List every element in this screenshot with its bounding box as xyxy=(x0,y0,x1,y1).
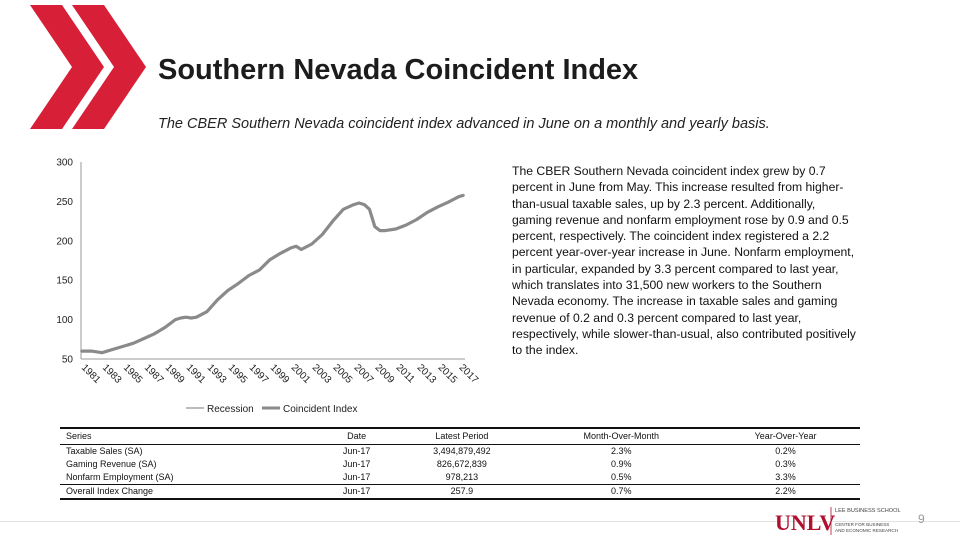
x-tick-label: 1983 xyxy=(99,362,124,386)
x-tick-label: 1987 xyxy=(141,362,166,386)
x-axis-labels xyxy=(79,362,481,386)
table-cell: 0.2% xyxy=(775,446,796,456)
table-cell: Jun-17 xyxy=(321,485,392,500)
x-tick-label: 1981 xyxy=(78,362,103,386)
unlv-logo-caption-1: LEE BUSINESS SCHOOL xyxy=(835,508,901,514)
table-row xyxy=(60,471,860,485)
table-cell: 826,672,839 xyxy=(436,459,487,469)
x-tick-label: 1991 xyxy=(183,362,208,386)
header-date: Date xyxy=(321,428,392,445)
data-point xyxy=(217,299,219,301)
x-tick-label: 2017 xyxy=(456,362,481,386)
table-cell: 257.9 xyxy=(392,485,531,500)
x-tick-label: 2005 xyxy=(330,362,355,386)
table-cell: 978,213 xyxy=(445,472,479,482)
data-point xyxy=(405,224,407,226)
legend-index-label: Coincident Index xyxy=(283,404,358,415)
data-point xyxy=(332,220,334,222)
data-point xyxy=(458,196,460,198)
x-tick-label: 1989 xyxy=(162,362,187,386)
x-tick-label: 1995 xyxy=(225,362,250,386)
data-point xyxy=(279,253,281,255)
data-table xyxy=(60,427,860,500)
x-tick-label: 2015 xyxy=(435,362,460,386)
x-tick-label: 1997 xyxy=(246,362,271,386)
y-tick-label: 250 xyxy=(56,196,73,208)
data-point xyxy=(164,327,166,329)
y-tick-label: 100 xyxy=(56,315,73,327)
data-point xyxy=(426,212,428,214)
data-point xyxy=(358,202,360,204)
data-point xyxy=(206,311,208,313)
x-tick-label: 2007 xyxy=(351,362,376,386)
table-cell: Jun-17 xyxy=(342,446,371,456)
header-month-over-month: Month-Over-Month xyxy=(531,428,711,445)
table-cell: Gaming Revenue (SA) xyxy=(66,459,157,469)
data-point xyxy=(185,316,187,318)
data-point xyxy=(259,269,261,271)
x-tick-label: 2003 xyxy=(309,362,334,386)
table-row-total xyxy=(60,485,860,500)
table-cell: Jun-17 xyxy=(342,459,371,469)
legend-recession-label: Recession xyxy=(207,404,254,415)
slide-subtitle: The CBER Southern Nevada coincident index advanced in June on a monthly and yearly basis. xyxy=(158,116,770,132)
data-point xyxy=(311,243,313,245)
data-point xyxy=(300,249,302,251)
series-layer xyxy=(80,194,465,353)
data-point xyxy=(342,208,344,210)
data-point xyxy=(363,204,365,206)
data-point xyxy=(101,352,103,354)
table-cell: 3,494,879,492 xyxy=(433,446,491,456)
data-point xyxy=(227,290,229,292)
y-tick-label: 50 xyxy=(61,354,73,366)
data-point xyxy=(122,346,124,348)
header-year-over-year: Year-Over-Year xyxy=(711,428,860,445)
data-point xyxy=(196,316,198,318)
table-cell: Taxable Sales (SA) xyxy=(66,446,143,456)
table-cell: 0.9% xyxy=(611,459,632,469)
x-tick-label: 1993 xyxy=(204,362,229,386)
data-point xyxy=(248,275,250,277)
table-cell: 3.3% xyxy=(775,472,796,482)
data-point xyxy=(290,247,292,249)
table-header-row xyxy=(60,428,860,445)
data-point xyxy=(416,219,418,221)
y-tick-label: 200 xyxy=(56,236,73,248)
unlv-logo-caption-2: CENTER FOR BUSINESS xyxy=(835,522,890,527)
data-point xyxy=(180,317,182,319)
data-point xyxy=(143,338,145,340)
header-latest-period: Latest Period xyxy=(392,428,531,445)
x-tick-label: 2009 xyxy=(372,362,397,386)
data-point xyxy=(175,319,177,321)
data-point xyxy=(374,226,376,228)
data-point xyxy=(91,350,93,352)
coincident-index-series-line xyxy=(81,195,464,353)
table-cell: Jun-17 xyxy=(342,472,371,482)
x-tick-label: 2011 xyxy=(393,362,417,386)
x-tick-label: 2013 xyxy=(414,362,439,386)
data-point xyxy=(269,259,271,261)
chevron-logo-icon xyxy=(0,0,160,135)
y-tick-label: 300 xyxy=(56,157,73,169)
page-number: 9 xyxy=(918,512,925,526)
coincident-index-chart xyxy=(40,150,510,420)
x-tick-label: 1985 xyxy=(120,362,145,386)
data-point xyxy=(321,234,323,236)
x-tick-label: 1999 xyxy=(267,362,292,386)
data-point xyxy=(463,194,465,196)
description-text: The CBER Southern Nevada coincident index grew by 0.7 percent in June from May. This increase resulted from higher-than-usual taxable sales, up by 2.3 percent. Additionally, gaming revenue and nonfarm employment rose by 0.9 and 0.5 percent, respectively. The coincident index registered a 2.2 percent year-over-year increase in June. Nonfarm employment, in particular, expanded by 3.3 percent compared to last year, which translates into 31,500 new workers to the Southern Nevada economy. The increase in taxable sales and gaming revenue of 0.2 and 0.3 percent compared to last year, respectively, while slower-than-usual, also contributed positively to the index. xyxy=(512,164,856,358)
table-cell: Nonfarm Employment (SA) xyxy=(66,472,174,482)
data-point xyxy=(437,206,439,208)
table-cell: 0.7% xyxy=(531,485,711,500)
table-cell: Overall Index Change xyxy=(60,485,321,500)
y-tick-label: 150 xyxy=(56,275,73,287)
data-point xyxy=(238,283,240,285)
data-point xyxy=(447,201,449,203)
table-cell: 0.5% xyxy=(611,472,632,482)
data-point xyxy=(133,342,135,344)
data-point xyxy=(395,228,397,230)
table-cell: 0.3% xyxy=(775,459,796,469)
table-cell: 2.2% xyxy=(711,485,860,500)
x-tick-label: 2001 xyxy=(288,362,313,386)
unlv-logo-wordmark: UNLV xyxy=(775,510,836,535)
data-point xyxy=(384,230,386,232)
unlv-logo xyxy=(775,503,905,538)
data-point xyxy=(379,230,381,232)
data-point xyxy=(369,208,371,210)
table-cell: 2.3% xyxy=(611,446,632,456)
data-point xyxy=(353,204,355,206)
data-point xyxy=(295,245,297,247)
table-row xyxy=(60,458,860,471)
data-point xyxy=(154,333,156,335)
unlv-logo-caption-3: AND ECONOMIC RESEARCH xyxy=(835,528,899,533)
chart-legend xyxy=(186,404,358,415)
table-row xyxy=(60,445,860,459)
data-point xyxy=(80,350,82,352)
y-axis-labels xyxy=(56,158,73,366)
slide-title: Southern Nevada Coincident Index xyxy=(158,54,639,86)
data-point xyxy=(112,349,114,351)
header-series: Series xyxy=(60,428,321,445)
data-point xyxy=(190,317,192,319)
